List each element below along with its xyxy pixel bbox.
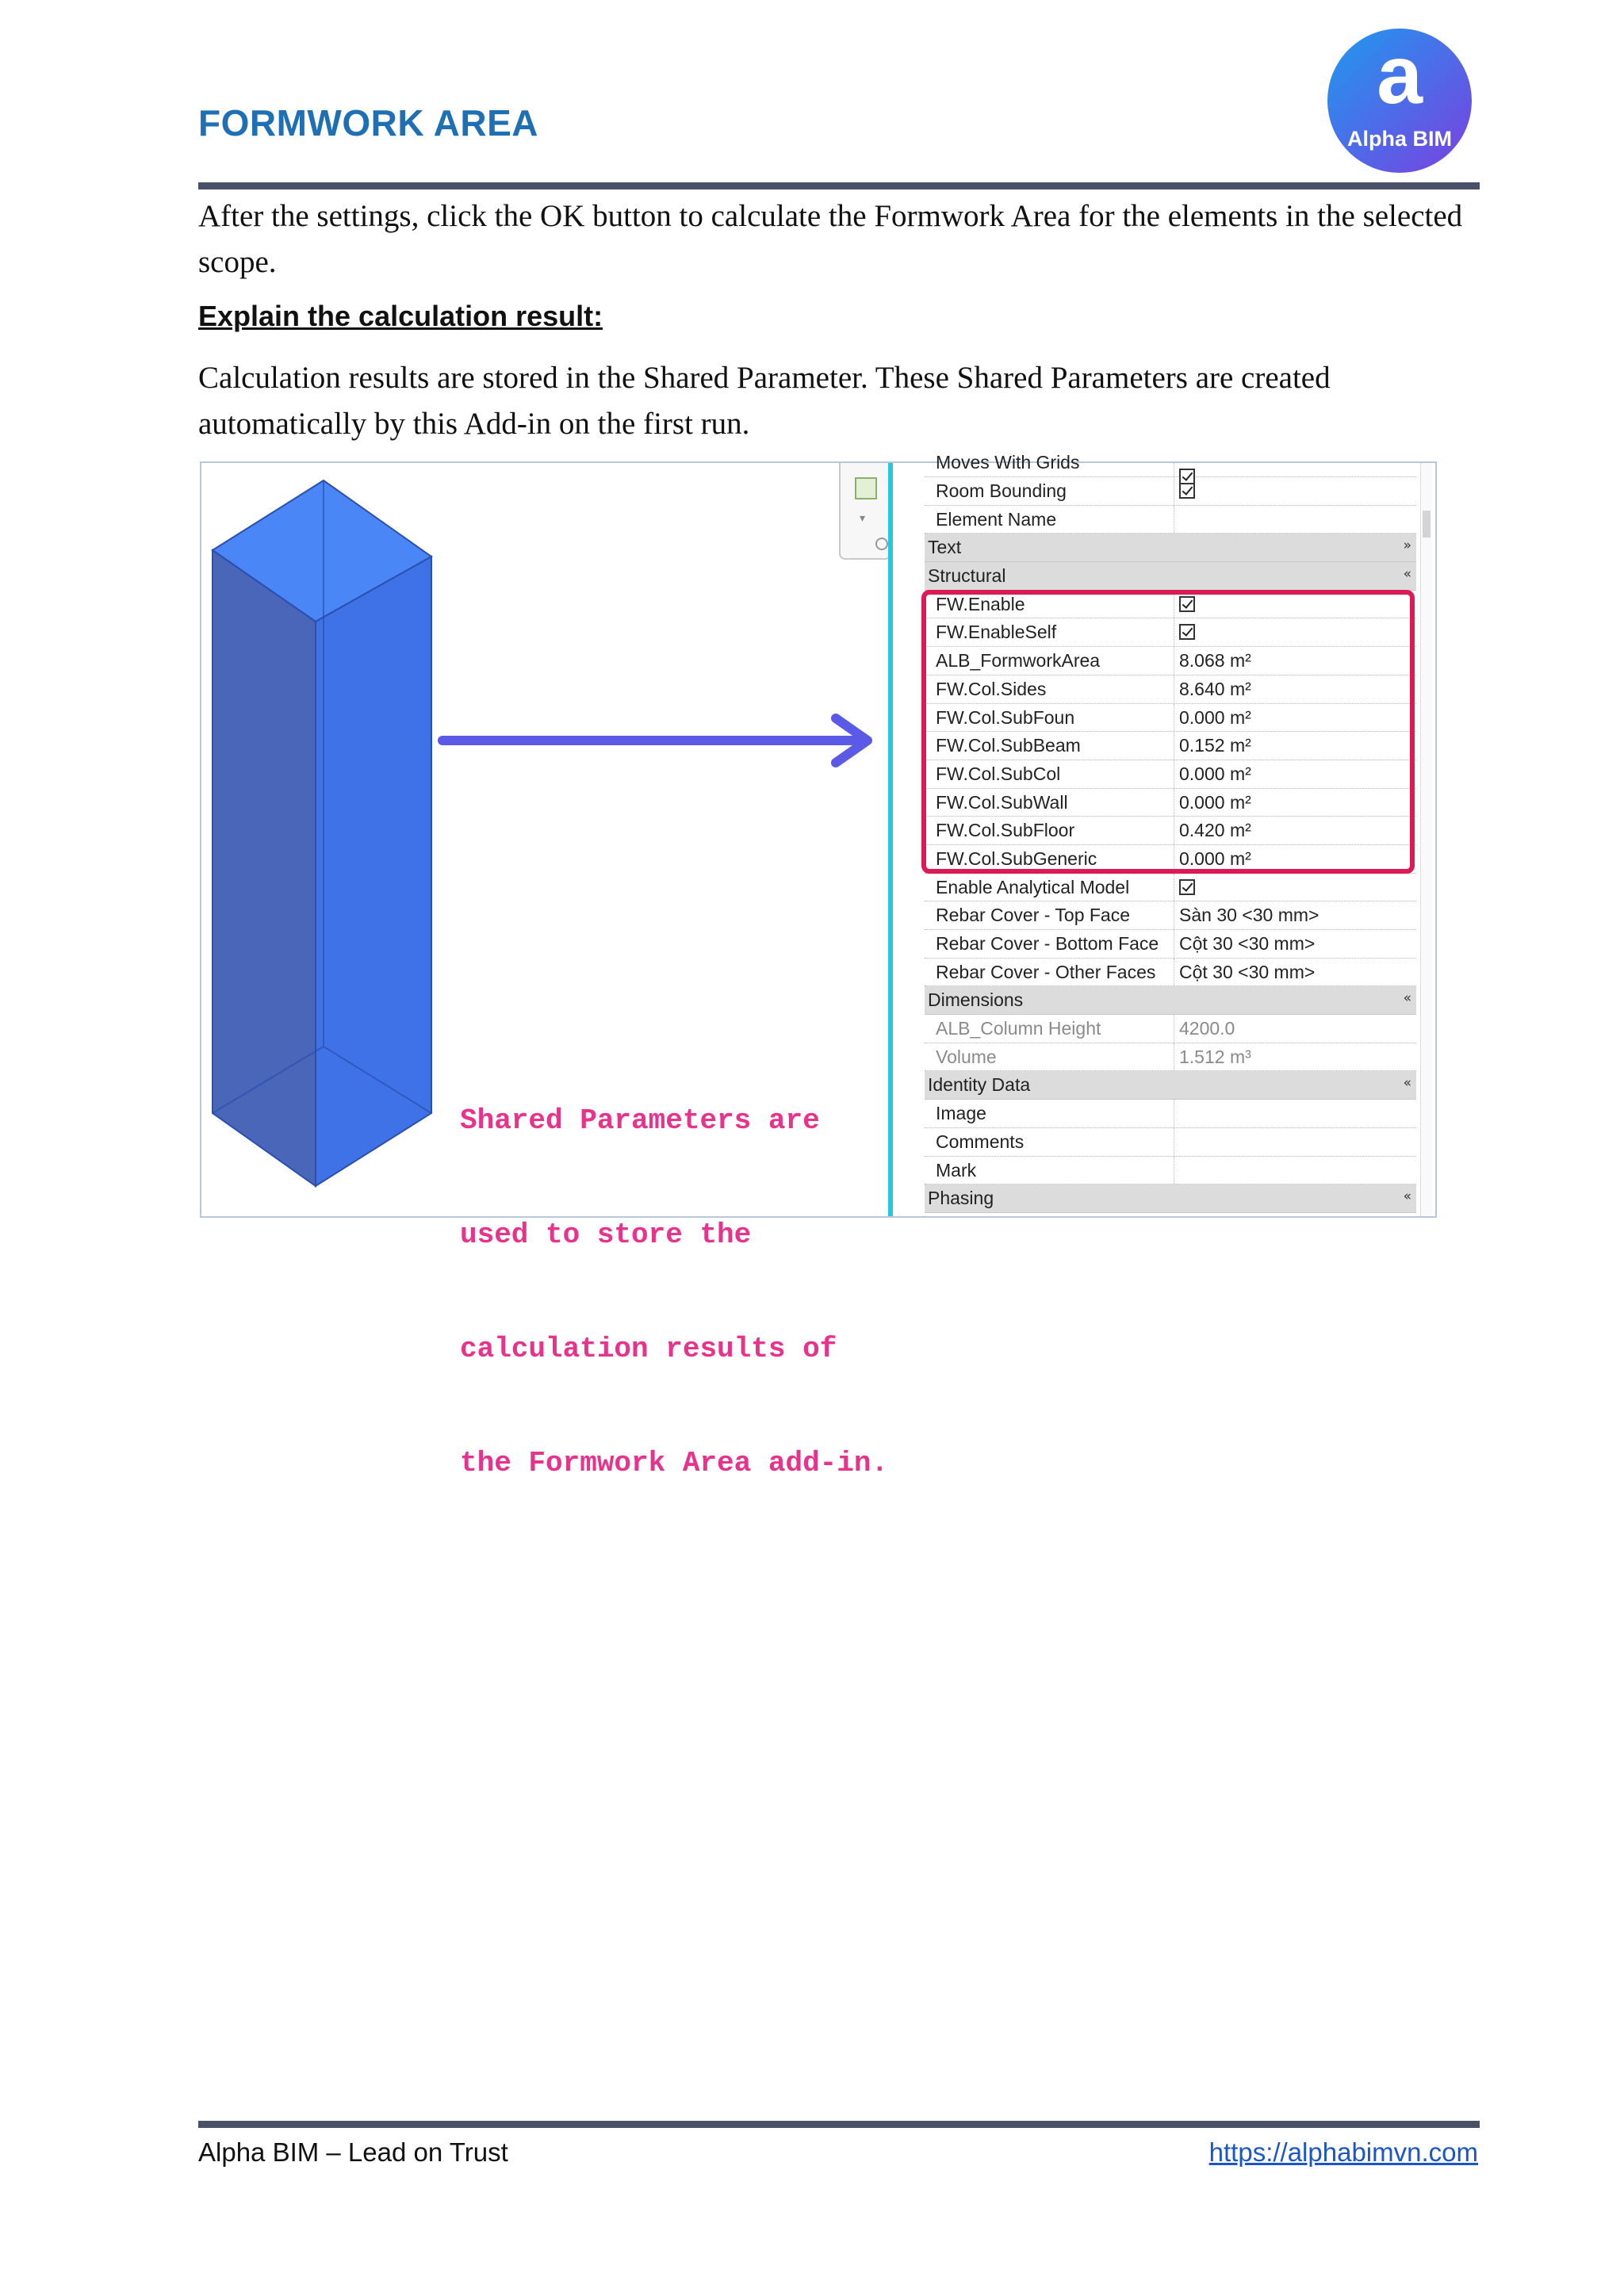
property-value[interactable] bbox=[1174, 1157, 1416, 1184]
property-row[interactable] bbox=[925, 647, 1416, 675]
property-value[interactable] bbox=[1174, 959, 1416, 986]
column-right-face bbox=[316, 557, 431, 1186]
property-value[interactable] bbox=[1174, 647, 1416, 675]
property-value-text: 0.000 m² bbox=[1179, 706, 1251, 728]
section-heading: Explain the calculation result: bbox=[198, 300, 603, 332]
property-group-label: Structural bbox=[928, 565, 1006, 587]
screenshot-figure bbox=[200, 452, 1437, 1479]
property-value-text: Cột 30 <30 mm> bbox=[1179, 933, 1316, 954]
property-name: FW.Col.Sides bbox=[936, 678, 1047, 699]
property-name: FW.Col.SubWall bbox=[936, 791, 1068, 813]
property-row[interactable] bbox=[925, 760, 1416, 789]
property-row[interactable] bbox=[925, 874, 1416, 902]
collapse-chevron-icon[interactable]: « bbox=[1403, 1075, 1411, 1092]
property-value[interactable] bbox=[1174, 675, 1416, 703]
logo-text: Alpha BIM bbox=[1347, 127, 1452, 151]
property-name: Room Bounding bbox=[936, 480, 1067, 501]
property-value[interactable] bbox=[1174, 789, 1416, 817]
property-value-text: 0.152 m² bbox=[1179, 735, 1251, 756]
checkbox-checked[interactable] bbox=[1179, 879, 1195, 895]
property-row[interactable] bbox=[925, 817, 1416, 845]
header-rule bbox=[198, 182, 1480, 189]
property-name: FW.Col.SubFloor bbox=[936, 820, 1075, 841]
properties-scrollbar[interactable] bbox=[1420, 463, 1432, 1216]
property-value[interactable] bbox=[1174, 1128, 1416, 1156]
annotation-line: the Formwork Area add-in. bbox=[460, 1447, 889, 1479]
property-row[interactable] bbox=[925, 506, 1416, 534]
property-row[interactable] bbox=[925, 704, 1416, 733]
paragraph-settings: After the settings, click the OK button to calculate the Formwork Area for the elements in the selected scope. bbox=[198, 199, 1463, 279]
property-value[interactable] bbox=[1174, 618, 1416, 646]
property-name: Rebar Cover - Other Faces bbox=[936, 961, 1156, 982]
properties-palette bbox=[925, 452, 1416, 1213]
property-value-text: 0.000 m² bbox=[1179, 848, 1251, 869]
property-row[interactable] bbox=[925, 477, 1416, 506]
property-value[interactable] bbox=[1174, 817, 1416, 844]
annotation-line: calculation results of bbox=[460, 1333, 837, 1365]
scrollbar-thumb[interactable] bbox=[1423, 511, 1431, 538]
property-value[interactable] bbox=[1174, 704, 1416, 732]
logo-letter: a bbox=[1377, 29, 1423, 121]
property-value-text: Sàn 30 <30 mm> bbox=[1179, 905, 1320, 926]
checkbox-checked[interactable] bbox=[1179, 596, 1195, 612]
footer-website-link[interactable]: https://alphabimvn.com bbox=[1208, 2137, 1478, 2167]
property-name: Rebar Cover - Bottom Face bbox=[936, 933, 1159, 954]
property-row[interactable] bbox=[925, 452, 1416, 477]
property-row[interactable] bbox=[925, 618, 1416, 647]
property-value-text: 0.000 m² bbox=[1179, 791, 1251, 813]
property-row[interactable] bbox=[925, 1128, 1416, 1157]
property-value-text: Cột 30 <30 mm> bbox=[1179, 961, 1316, 982]
property-row[interactable] bbox=[925, 732, 1416, 760]
property-group-header[interactable] bbox=[925, 534, 1416, 562]
property-group-header[interactable] bbox=[925, 1071, 1416, 1100]
property-name: FW.Col.SubGeneric bbox=[936, 848, 1097, 869]
property-name: Volume bbox=[936, 1046, 997, 1067]
annotation-line: used to store the bbox=[460, 1219, 752, 1251]
panel-divider[interactable] bbox=[888, 463, 893, 1216]
property-group-label: Identity Data bbox=[928, 1074, 1031, 1096]
paragraph-shared-parameters: Calculation results are stored in the Shared Parameter. These Shared Parameters are created automatically by this Add-in on the first run. bbox=[198, 361, 1331, 441]
annotation-text bbox=[460, 1026, 888, 1559]
property-value-text: 0.000 m² bbox=[1179, 763, 1251, 784]
property-name: FW.Col.SubFoun bbox=[936, 706, 1075, 728]
property-row[interactable] bbox=[925, 959, 1416, 987]
property-value[interactable] bbox=[1174, 1015, 1416, 1043]
property-value[interactable] bbox=[1174, 732, 1416, 760]
property-value-text: 4200.0 bbox=[1179, 1018, 1235, 1039]
zoom-region-icon[interactable] bbox=[855, 477, 877, 499]
property-value-text: 1.512 m³ bbox=[1179, 1046, 1251, 1067]
chevron-down-icon[interactable]: ▾ bbox=[860, 512, 866, 525]
checkbox-checked[interactable] bbox=[1179, 624, 1195, 640]
property-name: Rebar Cover - Top Face bbox=[936, 905, 1131, 926]
property-value[interactable] bbox=[1174, 1100, 1416, 1127]
property-row[interactable] bbox=[925, 591, 1416, 619]
property-group-header[interactable] bbox=[925, 986, 1416, 1015]
collapse-chevron-icon[interactable]: « bbox=[1403, 1188, 1411, 1205]
alpha-bim-logo bbox=[1326, 27, 1473, 174]
property-name: Comments bbox=[936, 1131, 1025, 1152]
property-name: Moves With Grids bbox=[936, 452, 1080, 473]
collapse-chevron-icon[interactable]: » bbox=[1403, 538, 1411, 554]
property-name: ALB_Column Height bbox=[936, 1018, 1101, 1039]
property-value[interactable] bbox=[1174, 463, 1416, 476]
property-name: FW.Col.SubCol bbox=[936, 763, 1061, 784]
property-group-label: Phasing bbox=[928, 1188, 994, 1209]
property-row[interactable] bbox=[925, 1100, 1416, 1128]
property-name: FW.Enable bbox=[936, 593, 1025, 614]
property-name: FW.EnableSelf bbox=[936, 622, 1057, 643]
property-row[interactable] bbox=[925, 845, 1416, 874]
property-value[interactable] bbox=[1174, 874, 1416, 901]
property-group-header[interactable] bbox=[925, 562, 1416, 591]
property-value[interactable] bbox=[1174, 930, 1416, 958]
property-group-label: Dimensions bbox=[928, 989, 1024, 1011]
page-title: FORMWORK AREA bbox=[198, 102, 538, 144]
property-value[interactable] bbox=[1174, 845, 1416, 873]
property-row[interactable] bbox=[925, 1015, 1416, 1043]
property-name: Element Name bbox=[936, 508, 1057, 530]
property-value-text: 8.068 m² bbox=[1179, 650, 1251, 672]
property-value-text: 0.420 m² bbox=[1179, 820, 1251, 841]
footer-tagline: Alpha BIM – Lead on Trust bbox=[198, 2137, 508, 2167]
collapse-chevron-icon[interactable]: « bbox=[1403, 990, 1411, 1007]
property-row[interactable] bbox=[925, 789, 1416, 817]
property-name: Enable Analytical Model bbox=[936, 876, 1130, 897]
property-name: ALB_FormworkArea bbox=[936, 650, 1101, 672]
footer-rule bbox=[198, 2121, 1480, 2128]
property-value[interactable] bbox=[1174, 506, 1416, 534]
property-row[interactable] bbox=[925, 930, 1416, 959]
property-value[interactable] bbox=[1174, 591, 1416, 618]
property-value[interactable] bbox=[1174, 901, 1416, 929]
property-value[interactable] bbox=[1174, 477, 1416, 505]
view-control-toolbar bbox=[839, 463, 891, 560]
property-row[interactable] bbox=[925, 1157, 1416, 1185]
property-name: Image bbox=[936, 1103, 986, 1124]
property-name: Mark bbox=[936, 1159, 977, 1181]
property-value-text: 8.640 m² bbox=[1179, 678, 1251, 699]
checkbox-checked[interactable] bbox=[1179, 483, 1195, 499]
property-name: FW.Col.SubBeam bbox=[936, 735, 1081, 756]
property-row[interactable] bbox=[925, 675, 1416, 704]
property-group-header[interactable] bbox=[925, 1184, 1416, 1213]
column-left-face bbox=[213, 550, 316, 1186]
property-row[interactable] bbox=[925, 901, 1416, 930]
property-group-label: Text bbox=[928, 537, 962, 558]
property-value[interactable] bbox=[1174, 1043, 1416, 1071]
property-row[interactable] bbox=[925, 1043, 1416, 1072]
annotation-line: Shared Parameters are bbox=[460, 1104, 820, 1137]
minus-icon[interactable] bbox=[875, 538, 888, 550]
collapse-chevron-icon[interactable]: « bbox=[1403, 566, 1411, 583]
property-value[interactable] bbox=[1174, 760, 1416, 788]
